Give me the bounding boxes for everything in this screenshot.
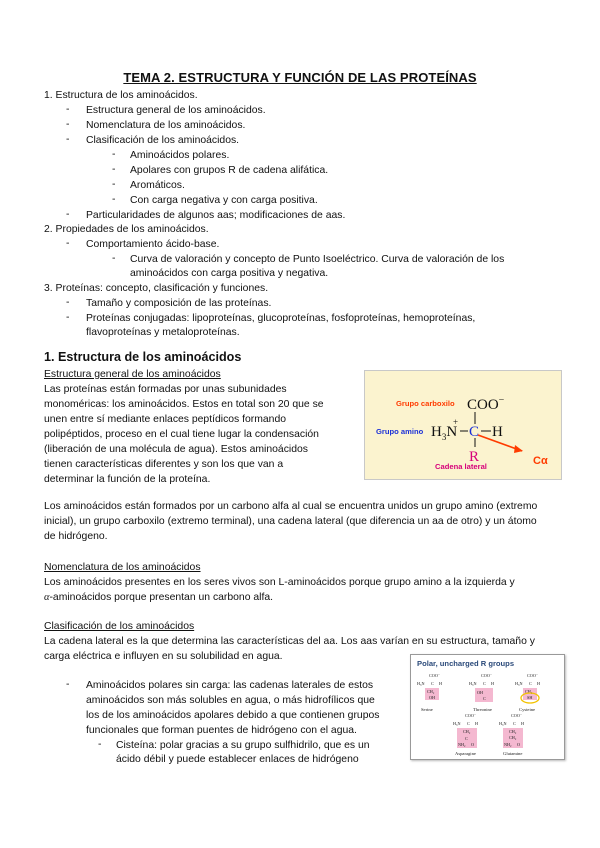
paragraph-line: α-aminoácidos porque presentan un carbono alfa. — [44, 592, 274, 603]
coo-label: COO⁻ — [465, 713, 477, 718]
paragraph-line: carga eléctrica e influyen en su solubilidad en agua. — [44, 651, 283, 662]
coo-label: COO⁻ — [527, 673, 539, 678]
paragraph-line: Los aminoácidos presentes en los seres vivos son L-aminoácidos porque grupo amino a la izquierda y — [44, 577, 515, 588]
h3n-label: H₃N — [515, 681, 523, 686]
bullet-dash: - — [112, 253, 116, 264]
bullet-dash: - — [112, 149, 116, 160]
paragraph-line: Cisteína: polar gracias a su grupo sulfhidrilo, que es un — [116, 740, 370, 751]
c-label: C — [431, 681, 434, 686]
c-label: C — [483, 696, 486, 701]
toc-item: Nomenclatura de los aminoácidos. — [86, 120, 246, 131]
c-label: C — [529, 681, 532, 686]
c-label: C — [465, 736, 468, 741]
toc-section-3: 3. Proteínas: concepto, clasificación y funciones. — [44, 283, 269, 294]
toc-subitem: Aromáticos. — [130, 180, 185, 191]
label-c-alpha: Cα — [533, 455, 548, 467]
paragraph-line: tienen características diferentes y son los que van a — [44, 459, 284, 470]
alpha-symbol: α — [44, 592, 50, 603]
h-label: H — [439, 681, 443, 686]
toc-subitem: Con carga negativa y con carga positiva. — [130, 195, 318, 206]
coo-label: COO⁻ — [429, 673, 441, 678]
paragraph-line: aminoácidos son más solubles en agua, o más hidrofílicos que — [86, 695, 375, 706]
label-cadena-lateral: Cadena lateral — [435, 462, 487, 471]
o-label: O — [517, 742, 521, 747]
amino-acid-name: Cysteine — [519, 707, 536, 712]
label-grupo-carboxilo: Grupo carboxilo — [396, 399, 455, 408]
o-label: O — [471, 742, 475, 747]
oh-label: OH — [429, 695, 436, 700]
paragraph-line: monoméricas: los aminoácidos. Estos en total son 20 que se — [44, 399, 324, 410]
toc-subitem-cont: aminoácidos con carga positiva y negativa. — [130, 268, 329, 279]
amino-acid-structure-svg — [365, 371, 561, 479]
paragraph-line: Aminoácidos polares sin carga: las cadenas laterales de estos — [86, 680, 374, 691]
section-heading: 1. Estructura de los aminoácidos — [44, 350, 242, 364]
ch2-label: CH₂ — [427, 689, 435, 694]
bullet-dash: - — [66, 134, 70, 145]
toc-item: Comportamiento ácido-base. — [86, 239, 220, 250]
bullet-dash: - — [66, 679, 70, 690]
paragraph-line: La cadena lateral es la que determina las características del aa. Los aas varían en su estructura, tamaño y — [44, 636, 535, 647]
bullet-dash: - — [112, 179, 116, 190]
paragraph-line: Las proteínas están formadas por unas subunidades — [44, 384, 287, 395]
coo-label: COO⁻ — [511, 713, 523, 718]
toc-subitem: Aminoácidos polares. — [130, 150, 230, 161]
toc-item-cont: flavoproteínas y metaloproteínas. — [86, 327, 240, 338]
toc-item: Estructura general de los aminoácidos. — [86, 105, 266, 116]
oh-label: OH — [477, 690, 484, 695]
h-label: H — [521, 721, 525, 726]
coo-group: COO− — [467, 395, 505, 413]
h3n-label: H₃N — [453, 721, 461, 726]
side-chain-r: R — [469, 449, 480, 465]
ch2-label: CH₂ — [509, 735, 517, 740]
bullet-dash: - — [66, 312, 70, 323]
bullet-dash: - — [66, 297, 70, 308]
subsection-title: Nomenclatura de los aminoácidos — [44, 562, 201, 573]
page-title: TEMA 2. ESTRUCTURA Y FUNCIÓN DE LAS PROTEÍNAS — [123, 70, 477, 85]
bullet-dash: - — [66, 209, 70, 220]
arrow-head — [514, 445, 523, 453]
alpha-carbon: C — [469, 424, 480, 440]
h-label: H — [491, 681, 495, 686]
subsection-title: Clasificación de los aminoácidos — [44, 621, 195, 632]
coo-label: COO⁻ — [481, 673, 493, 678]
amino-acid-structure-figure — [364, 370, 562, 480]
c-label: C — [467, 721, 470, 726]
paragraph-line: Los aminoácidos están formados por un carbono alfa al cual se encuentra unidos un grupo amino (extremo — [44, 501, 538, 512]
bullet-dash: - — [112, 164, 116, 175]
bullet-dash: - — [98, 739, 102, 750]
bullet-dash: - — [66, 238, 70, 249]
c-label: C — [513, 721, 516, 726]
paragraph-line: de hidrógeno. — [44, 531, 108, 542]
toc-section-1: 1. Estructura de los aminoácidos. — [44, 90, 198, 101]
h3n-label: H₃N — [499, 721, 507, 726]
paragraph-line: inicial), un grupo carboxilo (extremo terminal), una cadena lateral (que diferencia un aa de otro) y un átomo — [44, 516, 537, 527]
h3n-label: H₃N — [417, 681, 425, 686]
paragraph-line: funcionales que forman puentes de hidrógeno con el agua. — [86, 725, 357, 736]
polar-r-groups-svg — [411, 655, 564, 759]
nh2-label: NH₂ — [504, 742, 512, 747]
hydrogen-atom: H — [492, 424, 503, 440]
n-charge: + — [453, 417, 459, 427]
toc-subitem: Curva de valoración y concepto de Punto Isoeléctrico. Curva de valoración de los — [130, 254, 505, 265]
paragraph-line: los de los aminoácidos apolares debido a que contienen grupos — [86, 710, 380, 721]
label-grupo-amino: Grupo amino — [376, 427, 424, 436]
paragraph-line: determinar la función de la proteína. — [44, 474, 211, 485]
toc-item: Particularidades de algunos aas; modificaciones de aas. — [86, 210, 346, 221]
toc-section-2: 2. Propiedades de los aminoácidos. — [44, 224, 209, 235]
amino-acid-name: Glutamine — [503, 751, 523, 756]
subsection-title: Estructura general de los aminoácidos — [44, 369, 221, 380]
toc-item: Tamaño y composición de las proteínas. — [86, 298, 272, 309]
ch2-label: CH₂ — [509, 729, 517, 734]
paragraph-line: ácido débil y puede establecer enlaces de hidrógeno — [116, 754, 359, 765]
paragraph-line: (liberación de una molécula de agua). Estos aminoácidos — [44, 444, 308, 455]
h-label: H — [475, 721, 479, 726]
amino-acid-name: Asparagine — [455, 751, 476, 756]
toc-item: Clasificación de los aminoácidos. — [86, 135, 240, 146]
sh-label: SH — [527, 695, 533, 700]
bullet-dash: - — [66, 119, 70, 130]
bullet-dash: - — [112, 194, 116, 205]
polar-r-groups-figure — [410, 654, 565, 760]
bullet-dash: - — [66, 104, 70, 115]
c-label: C — [483, 681, 486, 686]
toc-item: Proteínas conjugadas: lipoproteínas, glucoproteínas, fosfoproteínas, hemoproteínas, — [86, 313, 476, 324]
amino-acid-name: Threonine — [473, 707, 492, 712]
ch2-label: CH₂ — [525, 689, 533, 694]
ch2-label: CH₂ — [463, 729, 471, 734]
figure-header: Polar, uncharged R groups — [417, 659, 515, 668]
h3n-label: H₃N — [469, 681, 477, 686]
h-label: H — [537, 681, 541, 686]
toc-subitem: Apolares con grupos R de cadena alifática. — [130, 165, 329, 176]
nh2-label: NH₂ — [458, 742, 466, 747]
paragraph-line: unen entre sí mediante enlaces peptídicos formando — [44, 414, 287, 425]
amino-group: $H_3N$ — [431, 424, 458, 442]
paragraph-line: polipéptidos, proceso en el cual tiene lugar la condensación — [44, 429, 319, 440]
amino-acid-name: Serine — [421, 707, 433, 712]
